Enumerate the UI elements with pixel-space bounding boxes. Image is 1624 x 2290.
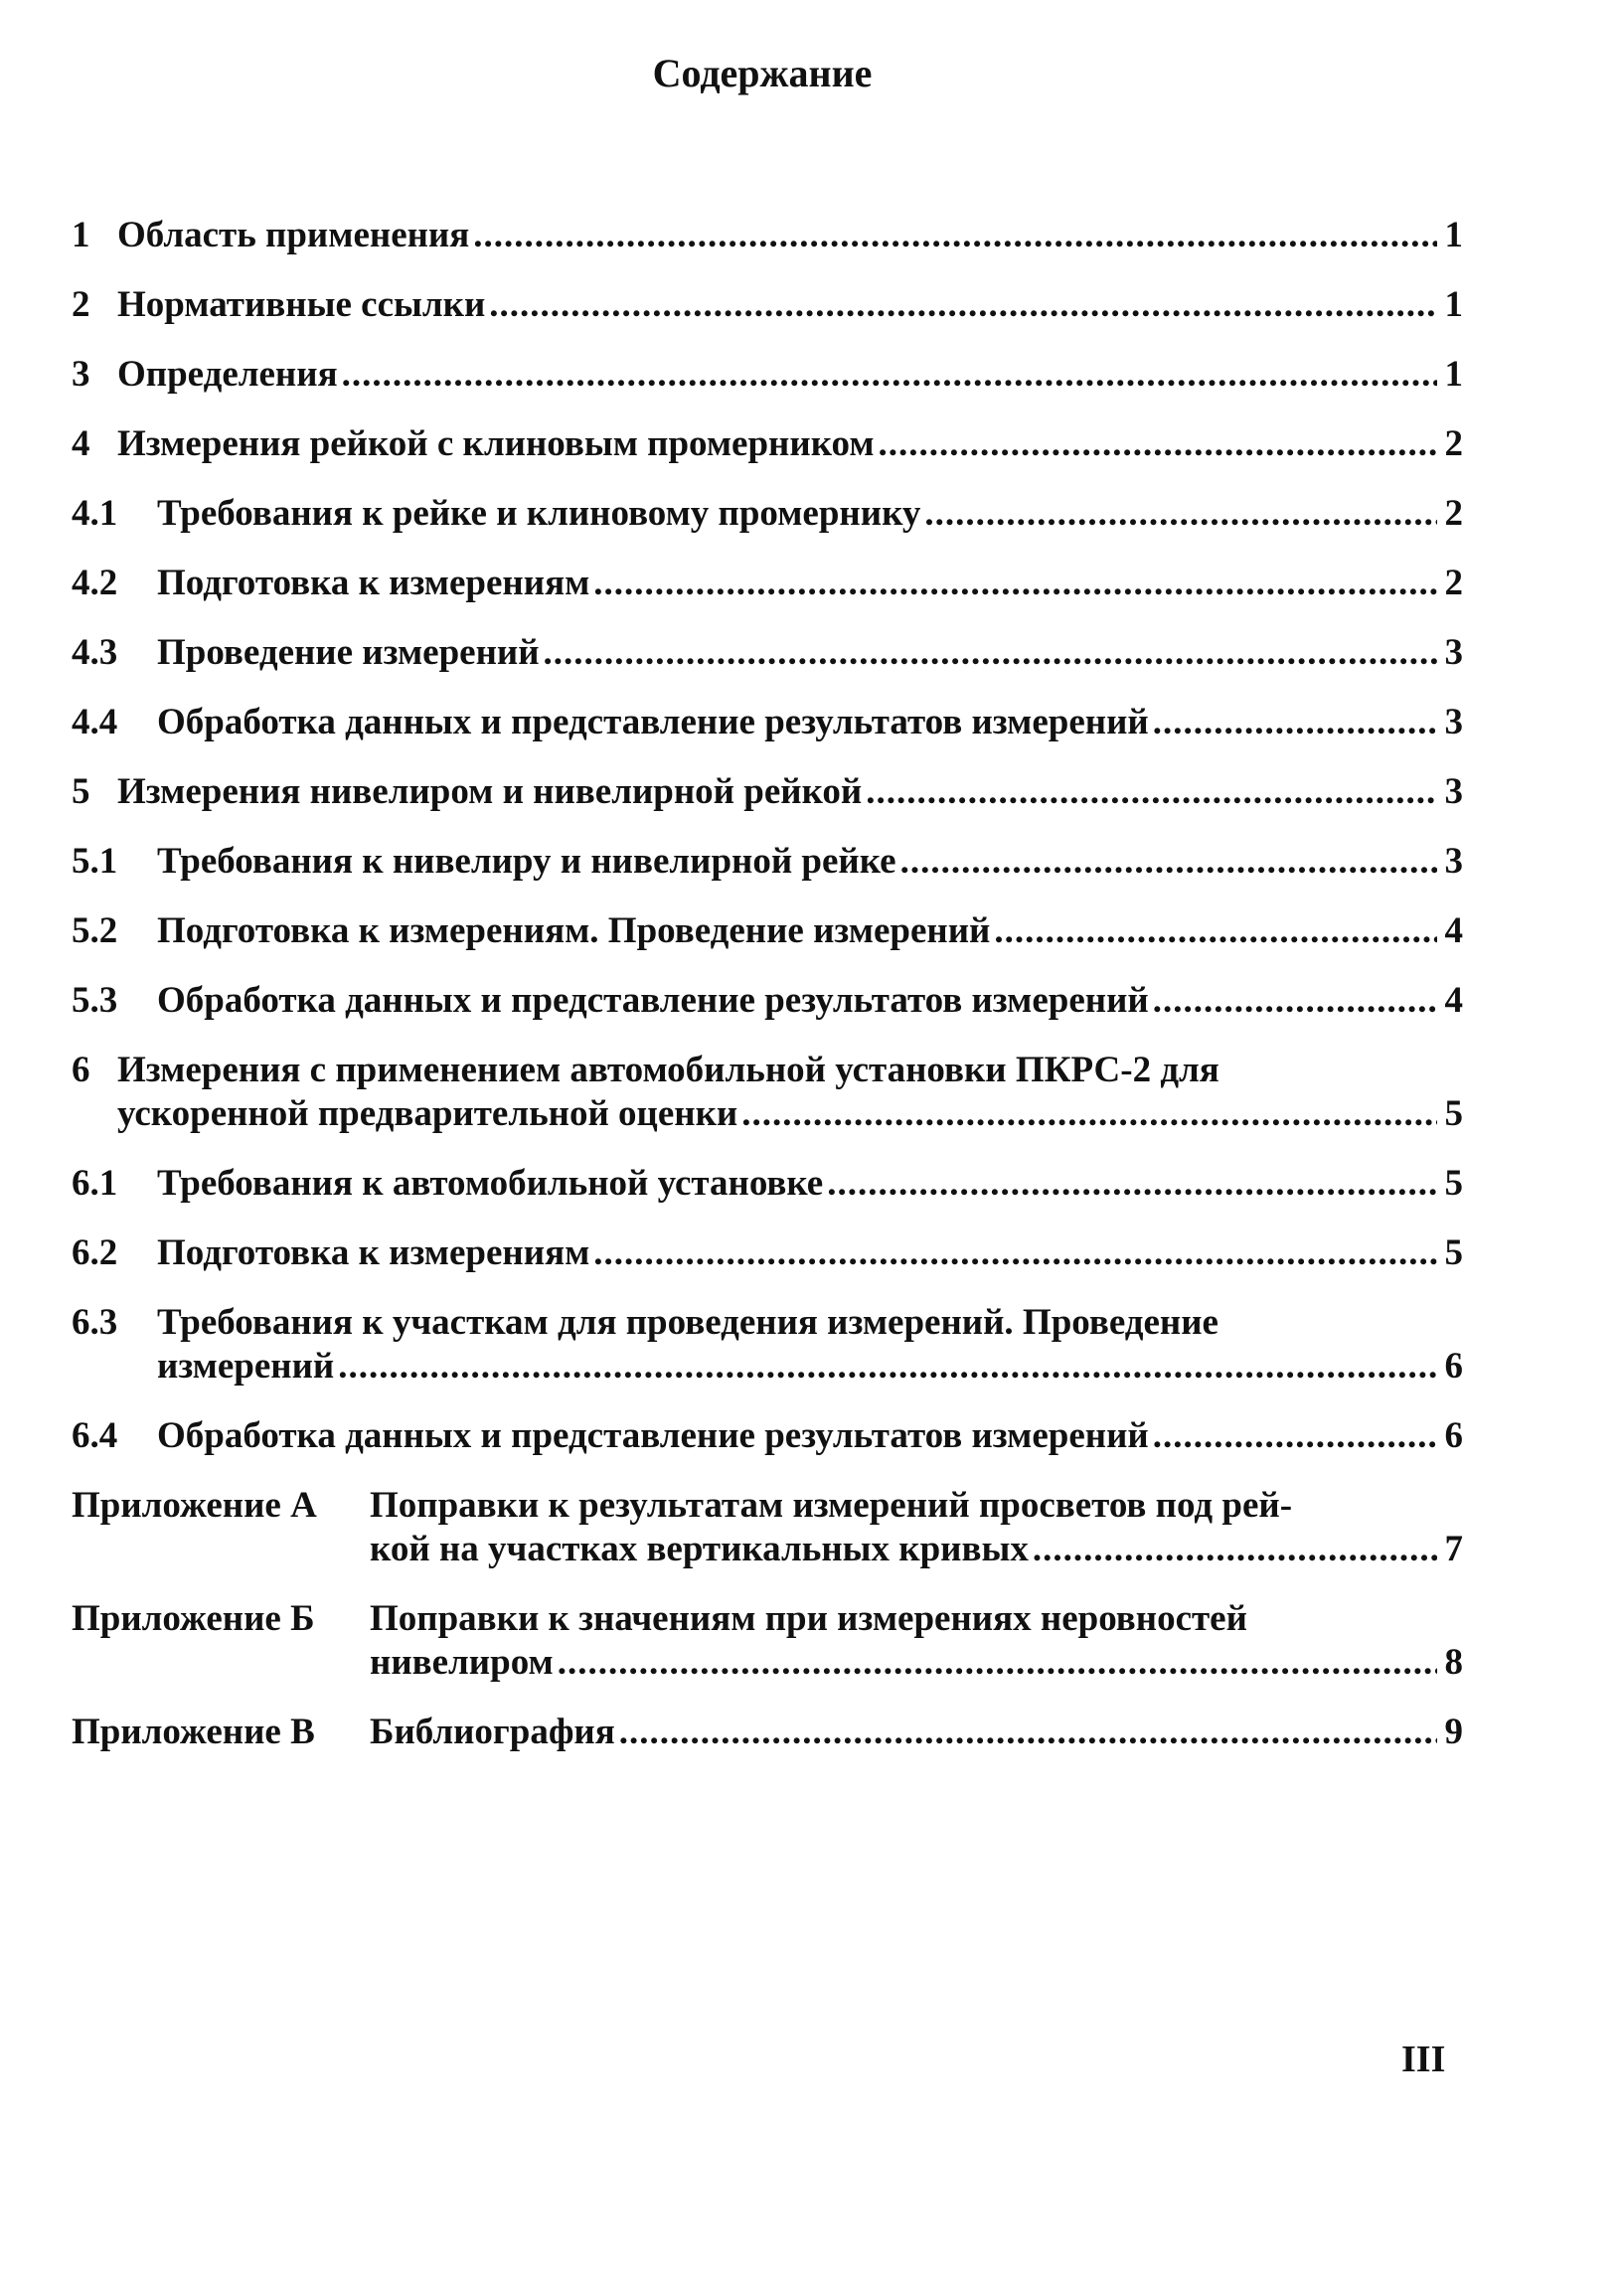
toc-entry-6-2[interactable] — [72, 1231, 1463, 1275]
toc-page: 3 — [1444, 702, 1463, 742]
leader-dots — [473, 214, 1437, 257]
toc-entry-appendix-v[interactable] — [72, 1711, 1463, 1754]
toc-page: 2 — [1444, 493, 1463, 534]
leader-dots — [593, 1231, 1437, 1275]
toc-entry-4-2[interactable] — [72, 562, 1463, 605]
leader-dots — [338, 1345, 1437, 1389]
toc-page: 3 — [1444, 632, 1463, 673]
toc-text: Нормативные ссылки — [117, 284, 486, 325]
toc-text: Требования к участкам для проведения измерений. Проведение — [157, 1302, 1218, 1343]
leader-dots — [1033, 1528, 1437, 1571]
toc-number: 4.2 — [72, 563, 118, 603]
toc-appendix-label: Приложение В — [72, 1712, 315, 1752]
toc-page: 3 — [1444, 771, 1463, 812]
page-number: III — [1401, 2039, 1446, 2080]
leader-dots — [827, 1162, 1437, 1206]
leader-dots — [866, 770, 1437, 814]
toc-number: 4.3 — [72, 632, 118, 673]
toc-text: Область применения — [117, 215, 470, 255]
leader-dots — [741, 1092, 1437, 1136]
toc-number: 6.4 — [72, 1415, 118, 1456]
toc-text: Определения — [117, 354, 338, 395]
toc-number: 1 — [72, 215, 90, 255]
toc-text: Обработка данных и представление результатов измерений — [157, 1415, 1149, 1456]
toc-entry-appendix-b[interactable] — [72, 1597, 1463, 1685]
toc-entry-3[interactable] — [72, 353, 1463, 397]
toc-text: Измерения нивелиром и нивелирной рейкой — [117, 771, 863, 812]
toc-entry-4-1[interactable] — [72, 492, 1463, 536]
toc-page: 4 — [1444, 980, 1463, 1021]
toc-entry-4-3[interactable] — [72, 631, 1463, 675]
toc-page: 1 — [1444, 284, 1463, 325]
toc-text: Требования к нивелиру и нивелирной рейке — [157, 841, 896, 882]
toc-text: Измерения с применением автомобильной установки ПКРС-2 для — [117, 1050, 1219, 1090]
toc-page: 3 — [1444, 841, 1463, 882]
toc-entry-2[interactable] — [72, 283, 1463, 327]
toc-page: 8 — [1444, 1642, 1463, 1683]
leader-dots — [900, 840, 1437, 884]
toc-number: 4 — [72, 423, 90, 464]
leader-dots — [619, 1711, 1437, 1754]
toc-number: 5.1 — [72, 841, 118, 882]
toc-page: 2 — [1444, 423, 1463, 464]
toc-text-continued: ускоренной предварительной оценки — [117, 1093, 738, 1134]
toc-number: 6.3 — [72, 1302, 118, 1343]
toc-page: 1 — [1444, 215, 1463, 255]
toc-entry-5-2[interactable] — [72, 909, 1463, 953]
toc-number: 4.4 — [72, 702, 118, 742]
toc-text: Обработка данных и представление результатов измерений — [157, 980, 1149, 1021]
toc-text: Подготовка к измерениям. Проведение измерений — [157, 910, 991, 951]
toc-entry-6[interactable] — [72, 1049, 1463, 1136]
toc-appendix-label: Приложение Б — [72, 1598, 315, 1639]
toc-text: Поправки к значениям при измерениях неровностей — [370, 1598, 1247, 1639]
toc-page: 5 — [1444, 1093, 1463, 1134]
toc-text: Поправки к результатам измерений просветов под рей- — [370, 1485, 1293, 1526]
toc-entry-6-4[interactable] — [72, 1414, 1463, 1458]
toc-number: 4.1 — [72, 493, 118, 534]
leader-dots — [544, 631, 1437, 675]
toc-number: 2 — [72, 284, 90, 325]
toc-text-continued: измерений — [157, 1346, 335, 1387]
leader-dots — [994, 909, 1437, 953]
toc-page: 5 — [1444, 1232, 1463, 1273]
toc-text: Требования к рейке и клиновому промернику — [157, 493, 921, 534]
toc-entry-5-3[interactable] — [72, 979, 1463, 1023]
toc-page: 4 — [1444, 910, 1463, 951]
toc-number: 6.1 — [72, 1163, 118, 1204]
toc-text: Подготовка к измерениям — [157, 563, 590, 603]
toc-number: 6 — [72, 1050, 90, 1090]
toc-text: Требования к автомобильной установке — [157, 1163, 824, 1204]
toc-page: 6 — [1444, 1346, 1463, 1387]
leader-dots — [489, 283, 1437, 327]
table-of-contents — [72, 214, 1463, 1780]
toc-page: 5 — [1444, 1163, 1463, 1204]
toc-number: 5.3 — [72, 980, 118, 1021]
toc-number: 3 — [72, 354, 90, 395]
toc-appendix-label: Приложение А — [72, 1485, 317, 1526]
toc-number: 5.2 — [72, 910, 118, 951]
toc-page: 1 — [1444, 354, 1463, 395]
toc-number: 5 — [72, 771, 90, 812]
toc-text: Проведение измерений — [157, 632, 540, 673]
toc-entry-4[interactable] — [72, 422, 1463, 466]
toc-page: 6 — [1444, 1415, 1463, 1456]
leader-dots — [342, 353, 1437, 397]
leader-dots — [879, 422, 1437, 466]
leader-dots — [924, 492, 1437, 536]
leader-dots — [1153, 701, 1437, 744]
toc-text-continued: нивелиром — [370, 1642, 554, 1683]
toc-entry-6-3[interactable] — [72, 1301, 1463, 1389]
toc-text: Подготовка к измерениям — [157, 1232, 590, 1273]
toc-page: 2 — [1444, 563, 1463, 603]
toc-entry-4-4[interactable] — [72, 701, 1463, 744]
toc-text-continued: кой на участках вертикальных кривых — [370, 1529, 1029, 1569]
toc-text: Измерения рейкой с клиновым промерником — [117, 423, 875, 464]
toc-entry-6-1[interactable] — [72, 1162, 1463, 1206]
toc-number: 6.2 — [72, 1232, 118, 1273]
toc-entry-appendix-a[interactable] — [72, 1484, 1463, 1571]
toc-page: 7 — [1444, 1529, 1463, 1569]
leader-dots — [593, 562, 1437, 605]
toc-text: Библиография — [370, 1712, 615, 1752]
leader-dots — [1153, 1414, 1437, 1458]
toc-entry-5-1[interactable] — [72, 840, 1463, 884]
toc-page: 9 — [1444, 1712, 1463, 1752]
leader-dots — [1153, 979, 1437, 1023]
toc-text: Обработка данных и представление результатов измерений — [157, 702, 1149, 742]
toc-entry-1[interactable] — [72, 214, 1463, 257]
page-title: Содержание — [652, 51, 873, 95]
leader-dots — [558, 1641, 1437, 1685]
toc-entry-5[interactable] — [72, 770, 1463, 814]
